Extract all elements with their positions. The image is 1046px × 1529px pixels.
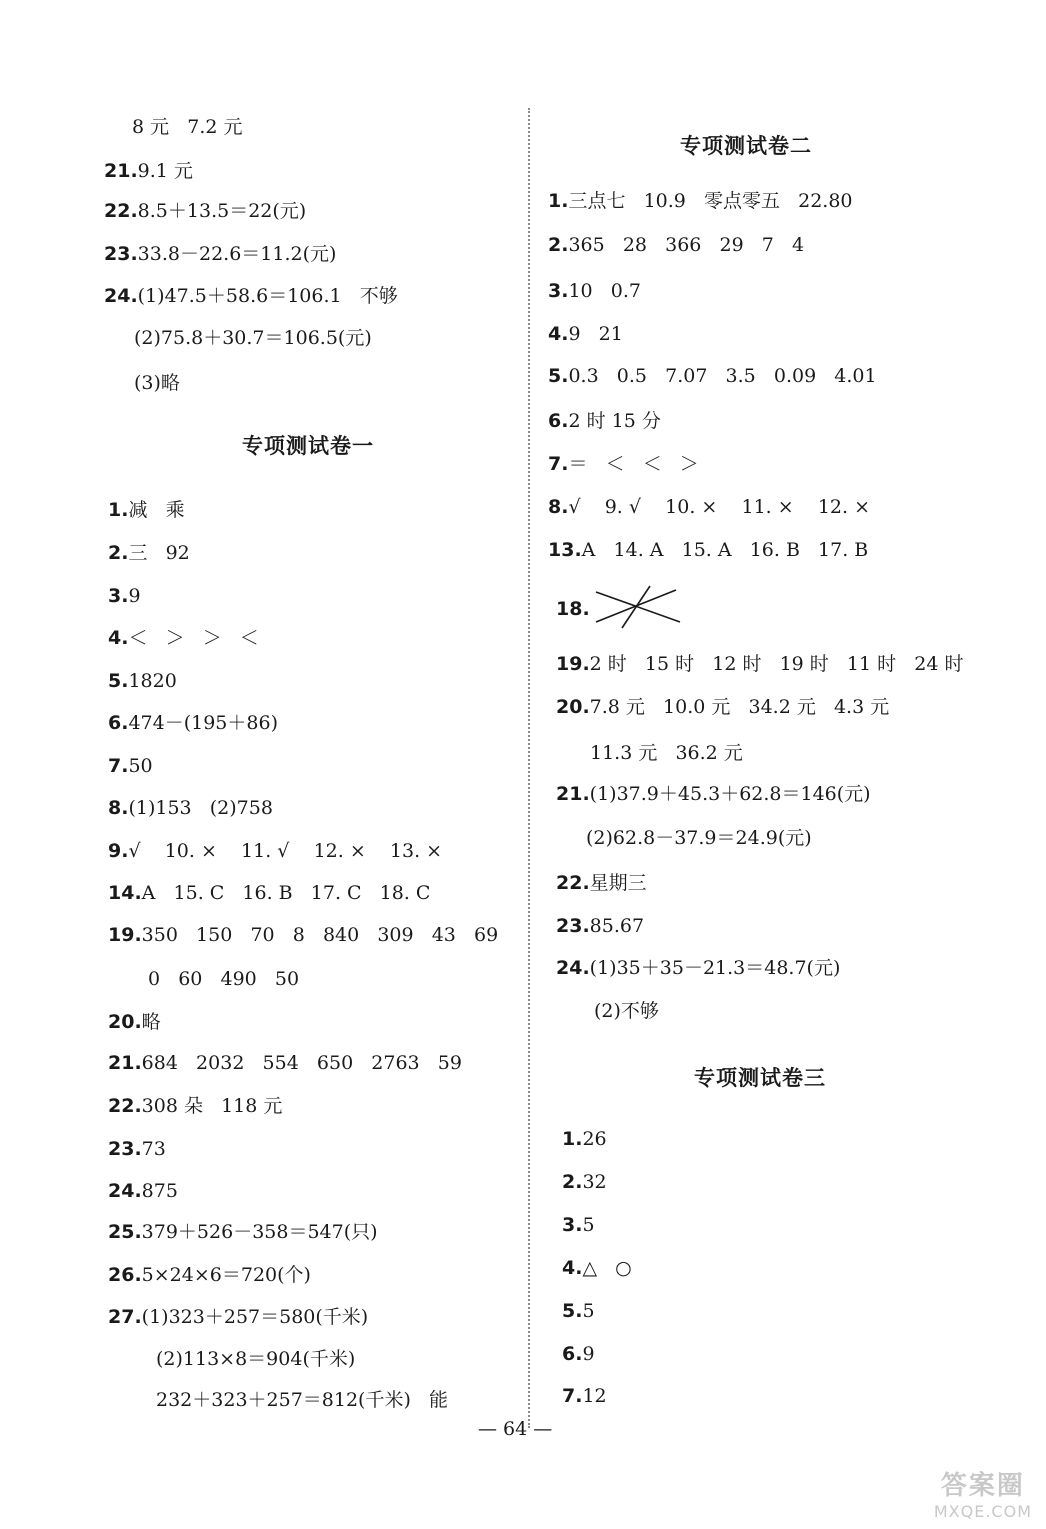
s1-line-17: 25.379＋526－358＝547(只) — [108, 1221, 378, 1243]
s1-line-1: 2.三 92 — [108, 542, 190, 564]
s1-line-16: 24.875 — [108, 1180, 178, 1202]
watermark-url: MXQE.COM — [933, 1502, 1032, 1521]
s1-line-11: 0 60 490 50 — [148, 968, 300, 990]
s2-line-18: (2)不够 — [594, 1000, 659, 1022]
s2-line-12: 11.3 元 36.2 元 — [590, 742, 743, 764]
s1-line-13: 21.684 2032 554 650 2763 59 — [108, 1052, 462, 1074]
s1-line-6: 7.50 — [108, 755, 153, 777]
drawing-line-3 — [622, 586, 650, 628]
s2-line-5: 6.2 时 15 分 — [548, 410, 661, 432]
s2-line-9: 18. — [556, 598, 590, 620]
s1-line-8: 9.√ 10. × 11. √ 12. × 13. × — [108, 840, 443, 862]
crossed-lines-drawing — [592, 584, 686, 630]
page-number: — 64 — — [478, 1418, 553, 1440]
s3-line-2: 3.5 — [562, 1214, 595, 1236]
s1-line-5: 6.474－(195＋86) — [108, 712, 278, 734]
s1-line-14: 22.308 朵 118 元 — [108, 1095, 283, 1117]
s2-line-11: 20.7.8 元 10.0 元 34.2 元 4.3 元 — [556, 696, 890, 718]
s2-line-2: 3.10 0.7 — [548, 280, 641, 302]
s1-line-21: 232＋323＋257＝812(千米) 能 — [156, 1389, 449, 1411]
s2-line-6: 7.＝ ＜ ＜ ＞ — [548, 453, 699, 475]
section-title-3: 专项测试卷三 — [694, 1066, 826, 1090]
left-line-1: 21.9.1 元 — [104, 160, 193, 182]
s1-line-19: 27.(1)323＋257＝580(千米) — [108, 1306, 369, 1328]
column-divider — [528, 108, 530, 1428]
s3-line-3: 4.△ ○ — [562, 1257, 632, 1279]
left-line-0: 8 元 7.2 元 — [132, 116, 243, 138]
s3-line-4: 5.5 — [562, 1300, 595, 1322]
s1-line-12: 20.略 — [108, 1011, 161, 1033]
s2-line-14: (2)62.8－37.9＝24.9(元) — [586, 827, 812, 849]
s1-line-2: 3.9 — [108, 585, 141, 607]
s1-line-0: 1.减 乘 — [108, 499, 185, 521]
s1-line-4: 5.1820 — [108, 670, 177, 692]
s1-line-20: (2)113×8＝904(千米) — [156, 1348, 356, 1370]
s2-line-4: 5.0.3 0.5 7.07 3.5 0.09 4.01 — [548, 365, 877, 387]
left-line-4: 24.(1)47.5＋58.6＝106.1 不够 — [104, 285, 398, 307]
section-title-2: 专项测试卷二 — [680, 134, 812, 158]
s2-line-1: 2.365 28 366 29 7 4 — [548, 234, 805, 256]
s2-line-15: 22.星期三 — [556, 872, 647, 894]
section-title-1: 专项测试卷一 — [242, 434, 374, 458]
s1-line-15: 23.73 — [108, 1138, 166, 1160]
s1-line-18: 26.5×24×6＝720(个) — [108, 1264, 311, 1286]
s2-line-16: 23.85.67 — [556, 915, 645, 937]
s2-line-7: 8.√ 9. √ 10. × 11. × 12. × — [548, 496, 870, 518]
left-line-5: (2)75.8＋30.7＝106.5(元) — [134, 327, 372, 349]
s3-line-0: 1.26 — [562, 1128, 607, 1150]
s1-line-9: 14.A 15. C 16. B 17. C 18. C — [108, 882, 431, 904]
s1-line-10: 19.350 150 70 8 840 309 43 69 — [108, 924, 499, 946]
left-line-6: (3)略 — [134, 372, 180, 394]
s2-line-8: 13.A 14. A 15. A 16. B 17. B — [548, 539, 869, 561]
watermark-text: 答案圈 — [940, 1471, 1025, 1501]
s3-line-6: 7.12 — [562, 1385, 607, 1407]
s2-line-13: 21.(1)37.9＋45.3＋62.8＝146(元) — [556, 783, 871, 805]
s2-line-17: 24.(1)35＋35－21.3＝48.7(元) — [556, 957, 841, 979]
s3-line-1: 2.32 — [562, 1171, 607, 1193]
s1-line-3: 4.＜ ＞ ＞ ＜ — [108, 627, 259, 649]
watermark-logo — [934, 1465, 1032, 1521]
s2-line-3: 4.9 21 — [548, 323, 623, 345]
s2-line-0: 1.三点七 10.9 零点零五 22.80 — [548, 190, 853, 212]
left-line-3: 23.33.8－22.6＝11.2(元) — [104, 243, 337, 265]
s2-line-10: 19.2 时 15 时 12 时 19 时 11 时 24 时 — [556, 653, 964, 675]
left-line-2: 22.8.5＋13.5＝22(元) — [104, 200, 307, 222]
s1-line-7: 8.(1)153 (2)758 — [108, 797, 273, 819]
s3-line-5: 6.9 — [562, 1343, 595, 1365]
